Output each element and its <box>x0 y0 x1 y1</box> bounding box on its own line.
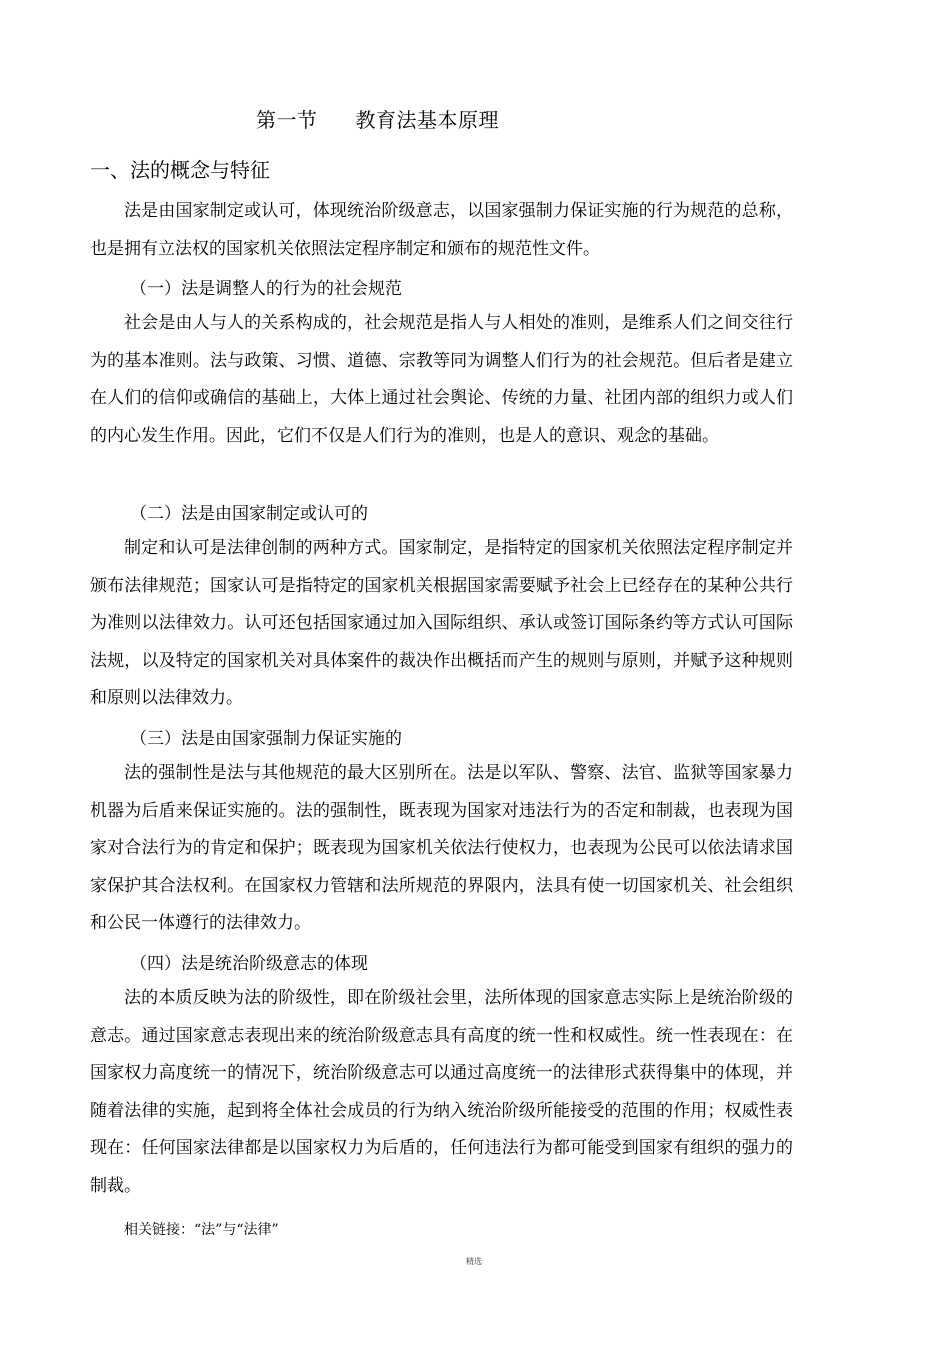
intro-paragraph: 法是由国家制定或认可，体现统治阶级意志，以国家强制力保证实施的行为规范的总称，也是拥有立法权的国家机关依照法定程序制定和颁布的规范性文件。 <box>90 201 793 259</box>
subsection-body-2: 制定和认可是法律创制的两种方式。国家制定，是指特定的国家机关依照法定程序制定并颁布法律规范；国家认可是指特定的国家机关根据国家需要赋予社会上已经存在的某种公共行为准则以法律效力。认可还包括国家通过加入国际组织、承认或签订国际条约等方式认可国际法规，以及特定的国家机关对具体案件的裁决作出概括而产生的规则与原则，并赋予这种规则和原则以法律效力。 <box>90 538 793 708</box>
section-title <box>256 104 499 133</box>
subsection-title-3: （三）法是由国家强制力保证实施的 <box>130 729 402 749</box>
subsection-title-1: （一）法是调整人的行为的社会规范 <box>130 279 402 299</box>
subsection-title-2: （二）法是由国家制定或认可的 <box>130 504 368 524</box>
subsection-body-1: 社会是由人与人的关系构成的，社会规范是指人与人相处的准则，是维系人们之间交往行为的基本准则。法与政策、习惯、道德、宗教等同为调整人们行为的社会规范。但后者是建立在人们的信仰或确信的基础上，大体上通过社会舆论、传统的力量、社团内部的组织力或人们的内心发生作用。因此，它们不仅是人们行为的准则，也是人的意识、观念的基础。 <box>90 313 793 446</box>
page-footer: 精选 <box>466 1257 482 1266</box>
subsection-body-4: 法的本质反映为法的阶级性，即在阶级社会里，法所体现的国家意志实际上是统治阶级的意志。通过国家意志表现出来的统治阶级意志具有高度的统一性和权威性。统一性表现在：在国家权力高度统一的情况下，统治阶级意志可以通过高度统一的法律形式获得集中的体现，并随着法律的实施，起到将全体社会成员的行为纳入统治阶级所能接受的范围的作用；权威性表现在：任何国家法律都是以国家权力为后盾的，任何违法行为都可能受到国家有组织的强力的制裁。 <box>90 988 793 1196</box>
subsection-title-4: （四）法是统治阶级意志的体现 <box>130 954 368 974</box>
section-number: 第一节 <box>256 108 318 132</box>
subsection-body-3: 法的强制性是法与其他规范的最大区别所在。法是以军队、警察、法官、监狱等国家暴力机器为后盾来保证实施的。法的强制性，既表现为国家对违法行为的否定和制裁，也表现为国家对合法行为的肯定和保护；既表现为国家机关依法行使权力，也表现为公民可以依法请求国家保护其合法权利。在国家权力管辖和法所规范的界限内，法具有使一切国家机关、社会组织和公民一体遵行的法律效力。 <box>90 763 793 933</box>
section-title-text: 教育法基本原理 <box>355 108 499 132</box>
chapter-heading: 一、法的概念与特征 <box>90 158 270 182</box>
related-link[interactable]: 相关链接：“法”与“法律” <box>124 1222 279 1238</box>
